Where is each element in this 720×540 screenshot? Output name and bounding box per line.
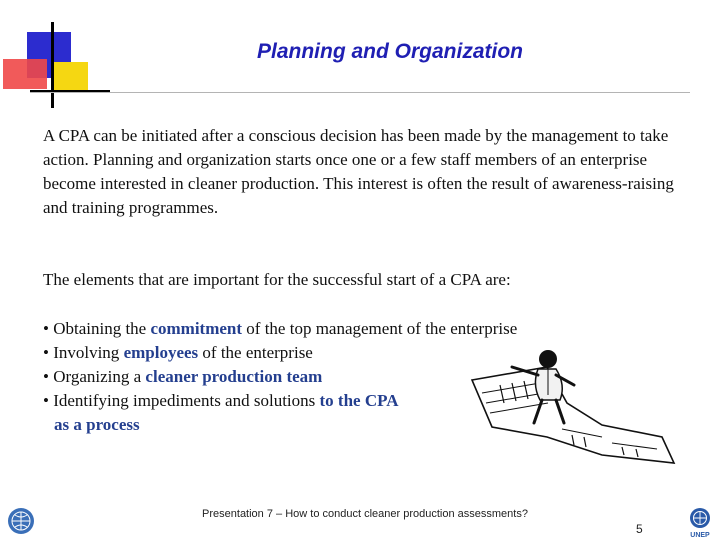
- bullet-highlight: as a process: [54, 415, 140, 434]
- person-reading-paper-icon: [452, 345, 680, 470]
- intro-paragraph: A CPA can be initiated after a conscious decision has been made by the management to take action. Planning and organization starts once one or a few staff members of an enterprise become interested in cleaner production. This interest is often the result of awareness-raising and training programmes.: [43, 126, 674, 217]
- corner-yellow-square: [52, 62, 88, 92]
- bullet-highlight: commitment: [150, 319, 243, 338]
- page-number: 5: [636, 522, 643, 536]
- unep-logo-icon: [686, 506, 714, 540]
- slide-title: Planning and Organization: [256, 40, 523, 63]
- footer-caption: Presentation 7 – How to conduct cleaner production assessments?: [202, 508, 528, 520]
- bullet-text: • Identifying impediments and solutions: [43, 391, 320, 410]
- corner-decoration: [0, 0, 110, 110]
- unido-logo-icon: [6, 506, 36, 536]
- list-item: [43, 317, 643, 341]
- bullet-highlight: cleaner production team: [145, 367, 323, 386]
- bullet-text: of the top management of the enterprise: [242, 319, 518, 338]
- bullet-text: • Involving: [43, 343, 124, 362]
- title-rule: [30, 92, 690, 93]
- corner-red-square: [3, 59, 47, 89]
- bullet-text: of the enterprise: [198, 343, 313, 362]
- unep-logo-text: UNEP: [690, 532, 710, 539]
- corner-vertical-line: [51, 22, 54, 108]
- bullet-text: • Obtaining the: [43, 319, 151, 338]
- bullet-highlight: to the CPA: [319, 391, 399, 410]
- elements-lead: The elements that are important for the successful start of a CPA are:: [43, 270, 511, 289]
- bullet-text: • Organizing a: [43, 367, 146, 386]
- bullet-highlight: employees: [123, 343, 199, 362]
